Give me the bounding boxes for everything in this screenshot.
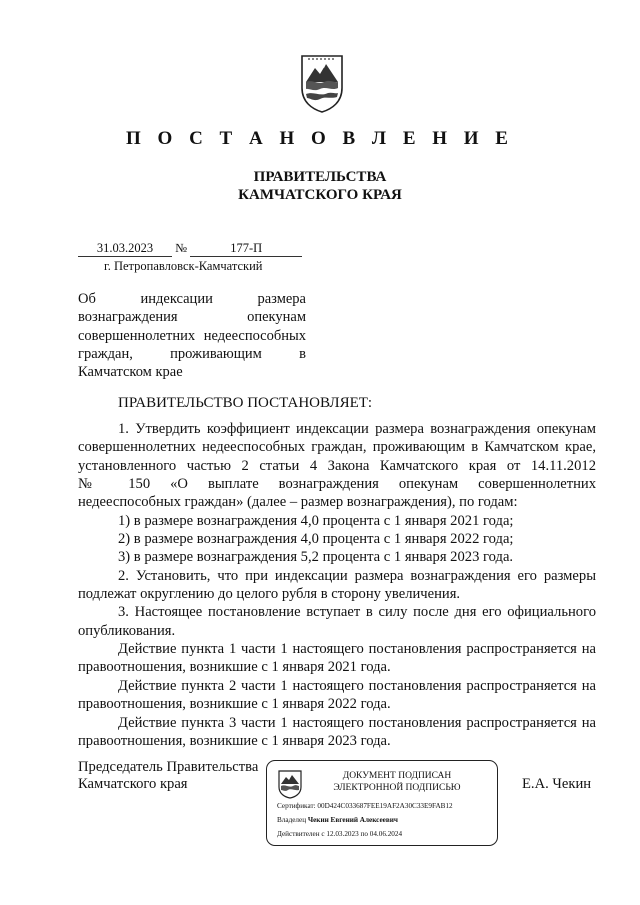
position-line: Председатель Правительства	[78, 759, 259, 775]
document-subject	[78, 290, 306, 381]
body-line: недееспособных граждан» (далее – размер вознаграждения), по годам:	[78, 494, 518, 511]
position-line: Камчатского края	[78, 776, 188, 792]
body-line: Действие пункта 1 части 1 настоящего постановления распространяется на	[118, 641, 596, 658]
electronic-signature-stamp	[266, 760, 498, 846]
body-line: Действие пункта 3 части 1 настоящего постановления распространяется на	[118, 714, 596, 731]
owner-value: Чекин Евгений Алексеевич	[307, 816, 398, 824]
coat-of-arms-emblem	[298, 52, 346, 114]
stamp-heading-line: ДОКУМЕНТ ПОДПИСАН	[342, 771, 452, 781]
body-line: опубликования.	[78, 622, 176, 639]
owner-label: Владелец	[277, 816, 307, 824]
registration-line	[78, 241, 302, 257]
document-body	[78, 420, 596, 750]
stamp-emblem-icon	[277, 769, 303, 799]
registration-date: 31.03.2023	[78, 241, 172, 257]
number-label: №	[175, 241, 188, 255]
issuer-line-1: ПРАВИТЕЛЬСТВА	[253, 169, 387, 185]
body-line: совершеннолетних недееспособных граждан, проживающим в Камчатском крае,	[78, 439, 596, 456]
city: г. Петропавловск-Камчатский	[104, 259, 263, 273]
body-line: Действие пункта 2 части 1 настоящего постановления распространяется на	[118, 677, 596, 694]
body-line: 2. Установить, что при индексации размера вознаграждения его размеры	[118, 567, 596, 584]
valid-from-value: 12.03.2023	[326, 830, 359, 838]
body-line: 2) в размере вознаграждения 4,0 процента с 1 января 2022 года;	[118, 531, 514, 548]
subject-line: Об индексации размера	[78, 291, 306, 307]
decree-heading: ПРАВИТЕЛЬСТВО ПОСТАНОВЛЯЕТ:	[118, 395, 373, 411]
subject-line: граждан, проживающим в	[78, 345, 306, 362]
subject-line: Камчатском крае	[78, 364, 183, 381]
subject-line: совершеннолетних недееспособных	[78, 327, 306, 344]
body-line: 3. Настоящее постановление вступает в силу после дня его официального	[118, 604, 596, 621]
stamp-certificate: Сертификат: 00D424C033687FEE19AF2A30C33E9FAB12	[277, 802, 453, 810]
stamp-owner	[277, 816, 398, 824]
body-line: установленного частью 2 статьи 4 Закона Камчатского края от 14.11.2012	[78, 457, 596, 474]
document-title: П О С Т А Н О В Л Е Н И Е	[126, 128, 514, 149]
certificate-value: 00D424C033687FEE19AF2A30C33E9FAB12	[317, 802, 453, 810]
body-line: 3) в размере вознаграждения 5,2 процента с 1 января 2023 года.	[118, 549, 514, 566]
registration-number: 177-П	[190, 241, 302, 257]
body-line: правоотношения, возникшие с 1 января 2022 года.	[78, 696, 391, 713]
body-line: № 150 «О выплате вознаграждения опекунам совершеннолетних	[78, 476, 596, 493]
body-line: 1) в размере вознаграждения 4,0 процента с 1 января 2021 года;	[118, 512, 514, 529]
body-line: правоотношения, возникшие с 1 января 2021 года.	[78, 659, 391, 676]
certificate-label: Сертификат	[277, 802, 314, 810]
signatory-name: Е.А. Чекин	[522, 776, 592, 792]
body-line: правоотношения, возникшие с 1 января 2023 года.	[78, 732, 391, 749]
valid-from-label: Действителен с	[277, 830, 325, 838]
stamp-heading	[307, 771, 487, 794]
subject-line: вознаграждения опекунам	[78, 309, 306, 326]
valid-to-value: 04.06.2024	[369, 830, 403, 838]
issuer-line-2: КАМЧАТСКОГО КРАЯ	[238, 187, 402, 203]
stamp-heading-line: ЭЛЕКТРОННОЙ ПОДПИСЬЮ	[333, 782, 461, 793]
valid-to-label: по	[360, 830, 368, 838]
body-line: подлежат округлению до целого рубля в сторону увеличения.	[78, 586, 461, 603]
stamp-validity	[277, 830, 402, 838]
signatory-position	[78, 759, 258, 793]
body-line: 1. Утвердить коэффициент индексации размера вознаграждения опекунам	[118, 421, 596, 437]
